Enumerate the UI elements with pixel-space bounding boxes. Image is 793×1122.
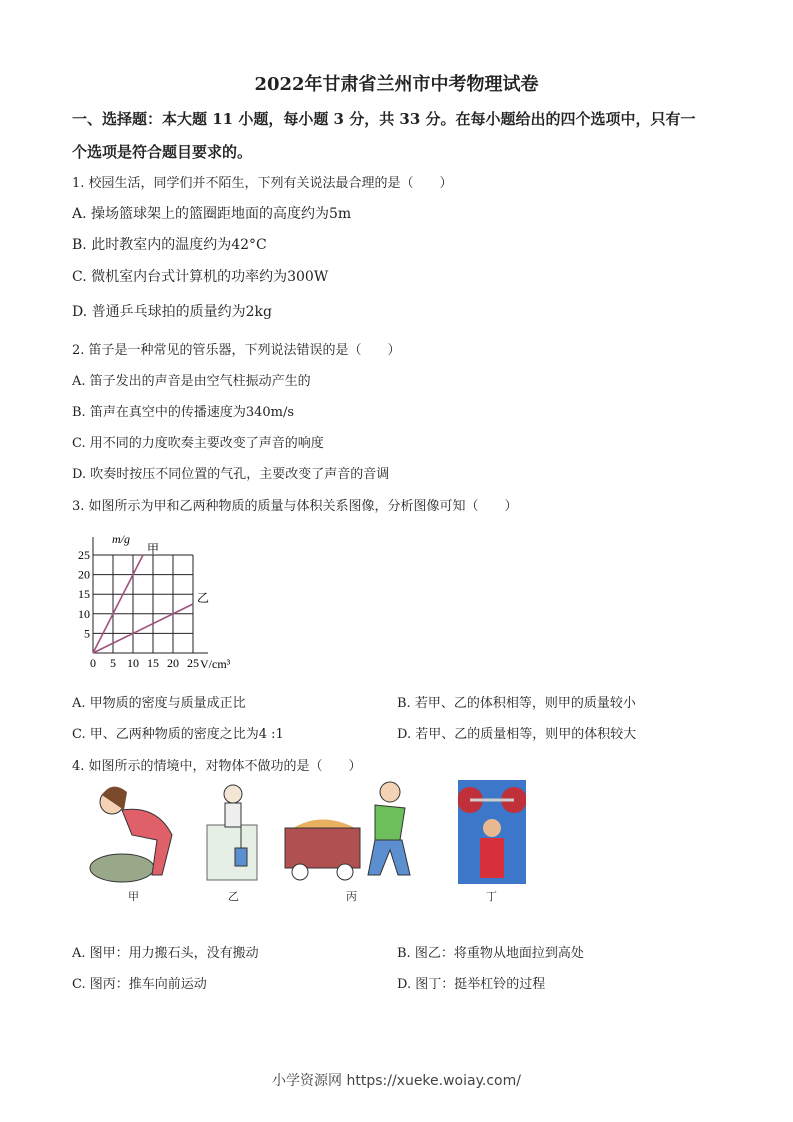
question-3: 3. 如图所示为甲和乙两种物质的质量与体积关系图像，分析图像可知（ ） [72, 499, 518, 514]
y-tick-label: 20 [78, 567, 90, 582]
question-1: 1. 校园生活，同学们并不陌生，下列有关说法最合理的是（ ） [72, 176, 453, 191]
q3-option-c: C. 甲、乙两种物质的密度之比为4 :1 [72, 727, 284, 742]
y-axis-label: m/g [112, 532, 130, 546]
page-title: 2022年甘肃省兰州市中考物理试卷 [254, 74, 539, 95]
section-heading: 一、选择题：本大题 11 小题，每小题 3 分，共 33 分。在每小题给出的四个选项中，只有一 [72, 110, 696, 128]
q1-option-c: C. 微机室内台式计算机的功率约为300W [72, 269, 329, 285]
y-tick-label: 25 [78, 548, 90, 562]
label-bing: 丙 [346, 890, 357, 903]
x-tick-label: 25 [187, 656, 199, 670]
series-line-乙 [93, 604, 193, 653]
q1-option-b: B. 此时教室内的温度约为42°C [72, 237, 267, 253]
q4-option-a: A. 图甲：用力搬石头，没有搬动 [72, 946, 259, 961]
q3-option-d: D. 若甲、乙的质量相等，则甲的体积较大 [397, 727, 637, 742]
label-yi: 乙 [228, 890, 239, 903]
series-label: 甲 [147, 542, 160, 556]
footer-watermark: 小学资源网 https://xueke.woiay.com/ [272, 1073, 521, 1089]
question-2: 2. 笛子是一种常见的管乐器，下列说法错误的是（ ） [72, 343, 401, 358]
q1-option-a: A. 操场篮球架上的篮圈距地面的高度约为5m [72, 206, 352, 222]
q2-option-b: B. 笛声在真空中的传播速度为340m/s [72, 405, 295, 420]
x-tick-label: 15 [147, 656, 159, 670]
q2-option-d: D. 吹奏时按压不同位置的气孔，主要改变了声音的音调 [72, 467, 390, 482]
image-ding-weightlifting [458, 780, 526, 884]
section-heading-cont: 个选项是符合题目要求的。 [72, 143, 253, 161]
q3-option-a: A. 甲物质的密度与质量成正比 [72, 696, 246, 711]
y-tick-label: 15 [78, 587, 90, 602]
label-jia: 甲 [128, 890, 139, 903]
y-tick-label: 5 [84, 626, 90, 641]
q1-option-d: D. 普通乒乓球拍的质量约为2kg [72, 304, 272, 320]
image-yi-pulling-weight [205, 780, 260, 885]
question-4: 4. 如图所示的情境中，对物体不做功的是（ ） [72, 759, 362, 774]
y-tick-label: 10 [78, 606, 90, 621]
x-tick-label: 0 [90, 656, 96, 670]
x-tick-label: 10 [127, 656, 139, 670]
x-tick-label: 20 [167, 656, 179, 670]
x-tick-label: 5 [110, 656, 116, 670]
q4-option-d: D. 图丁：挺举杠铃的过程 [397, 977, 546, 992]
q4-option-b: B. 图乙：将重物从地面拉到高处 [397, 946, 584, 961]
image-jia-lifting-stone [72, 780, 187, 885]
series-label: 乙 [197, 591, 210, 605]
q2-option-c: C. 用不同的力度吹奏主要改变了声音的响度 [72, 436, 324, 451]
mass-volume-graph [60, 525, 260, 675]
q4-option-c: C. 图丙：推车向前运动 [72, 977, 207, 992]
image-bing-pushing-cart [280, 780, 435, 885]
q3-option-b: B. 若甲、乙的体积相等，则甲的质量较小 [397, 696, 636, 711]
q2-option-a: A. 笛子发出的声音是由空气柱振动产生的 [72, 374, 311, 389]
label-ding: 丁 [486, 890, 497, 903]
series-line-甲 [93, 555, 143, 653]
x-axis-label: V/cm³ [200, 657, 231, 671]
